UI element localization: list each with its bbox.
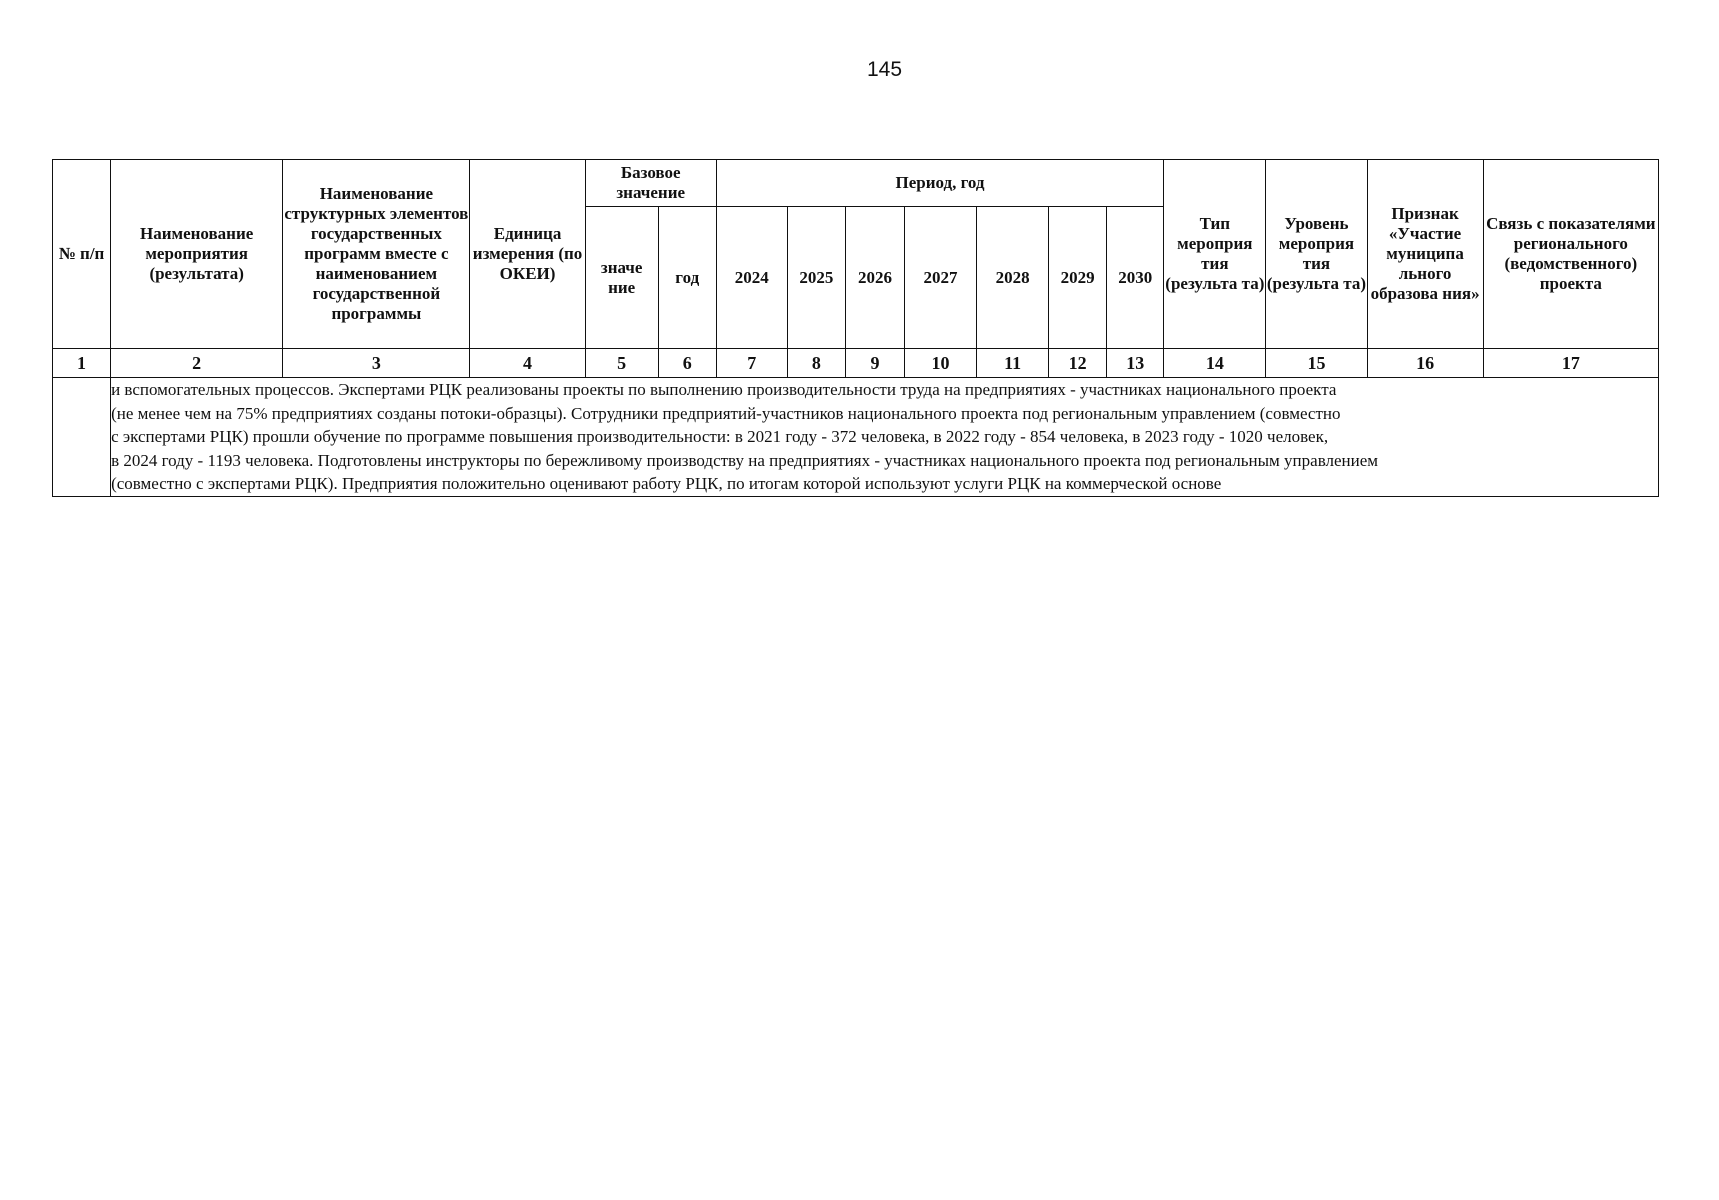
header-num: № п/п <box>53 160 111 349</box>
page-number: 145 <box>866 58 903 81</box>
header-base-value: Базовое значение <box>585 160 716 207</box>
header-year-2026: 2026 <box>845 207 904 349</box>
header-event-level: Уровень мероприя тия (результа та) <box>1266 160 1367 349</box>
table-row <box>53 378 1659 497</box>
column-number: 7 <box>716 349 787 378</box>
header-year-2029: 2029 <box>1049 207 1107 349</box>
header-link: Связь с показателями регионального (ведомственного) проекта <box>1483 160 1658 349</box>
header-municipal-sign: Признак «Участие муниципа льного образова ния» <box>1367 160 1483 349</box>
column-number: 13 <box>1107 349 1164 378</box>
text-line: с экспертами РЦК) прошли обучение по программе повышения производительности: в 2021 году - 372 человека, в 2022 году - 854 человека, в 2023 году - 1020 человек, <box>111 427 1329 446</box>
plan-table <box>52 159 1659 497</box>
header-unit: Единица измерения (по ОКЕИ) <box>470 160 585 349</box>
column-number: 5 <box>585 349 658 378</box>
column-number: 10 <box>904 349 976 378</box>
text-line: (совместно с экспертами РЦК). Предприятия положительно оценивают работу РЦК, по итогам которой используют услуги РЦК на коммерческой основе <box>111 474 1222 493</box>
column-number: 6 <box>658 349 716 378</box>
header-event-type: Тип мероприя тия (результа та) <box>1164 160 1266 349</box>
text-line: и вспомогательных процессов. Экспертами РЦК реализованы проекты по выполнению производительности труда на предприятиях - участниках национального проекта <box>111 380 1337 399</box>
header-period: Период, год <box>716 160 1164 207</box>
column-number: 3 <box>283 349 470 378</box>
text-line: (не менее чем на 75% предприятиях созданы потоки-образцы). Сотрудники предприятий-участников национального проекта под региональным управлением (совместно <box>111 403 1341 423</box>
header-year-2025: 2025 <box>787 207 845 349</box>
header-year: год <box>658 207 716 349</box>
column-number: 1 <box>53 349 111 378</box>
column-number: 11 <box>977 349 1049 378</box>
column-number-row <box>53 349 1659 378</box>
column-number: 12 <box>1049 349 1107 378</box>
column-number: 8 <box>787 349 845 378</box>
header-year-2024: 2024 <box>716 207 787 349</box>
header-structural-elements: Наименование структурных элементов государственных программ вместе с наименованием государственной программы <box>283 160 470 349</box>
header-value: значе ние <box>585 207 658 349</box>
header-event-name: Наименование мероприятия (результата) <box>111 160 283 349</box>
header-year-2030: 2030 <box>1107 207 1164 349</box>
continuation-text <box>111 378 1659 497</box>
column-number: 16 <box>1367 349 1483 378</box>
column-number: 2 <box>111 349 283 378</box>
header-year-2028: 2028 <box>977 207 1049 349</box>
row-number-cell <box>53 378 111 497</box>
header-year-2027: 2027 <box>904 207 976 349</box>
text-line: в 2024 году - 1193 человека. Подготовлены инструкторы по бережливому производству на предприятиях - участниках национального проекта под региональным управлением <box>111 450 1379 470</box>
column-number: 4 <box>470 349 585 378</box>
column-number: 15 <box>1266 349 1367 378</box>
column-number: 9 <box>845 349 904 378</box>
column-number: 14 <box>1164 349 1266 378</box>
column-number: 17 <box>1483 349 1658 378</box>
